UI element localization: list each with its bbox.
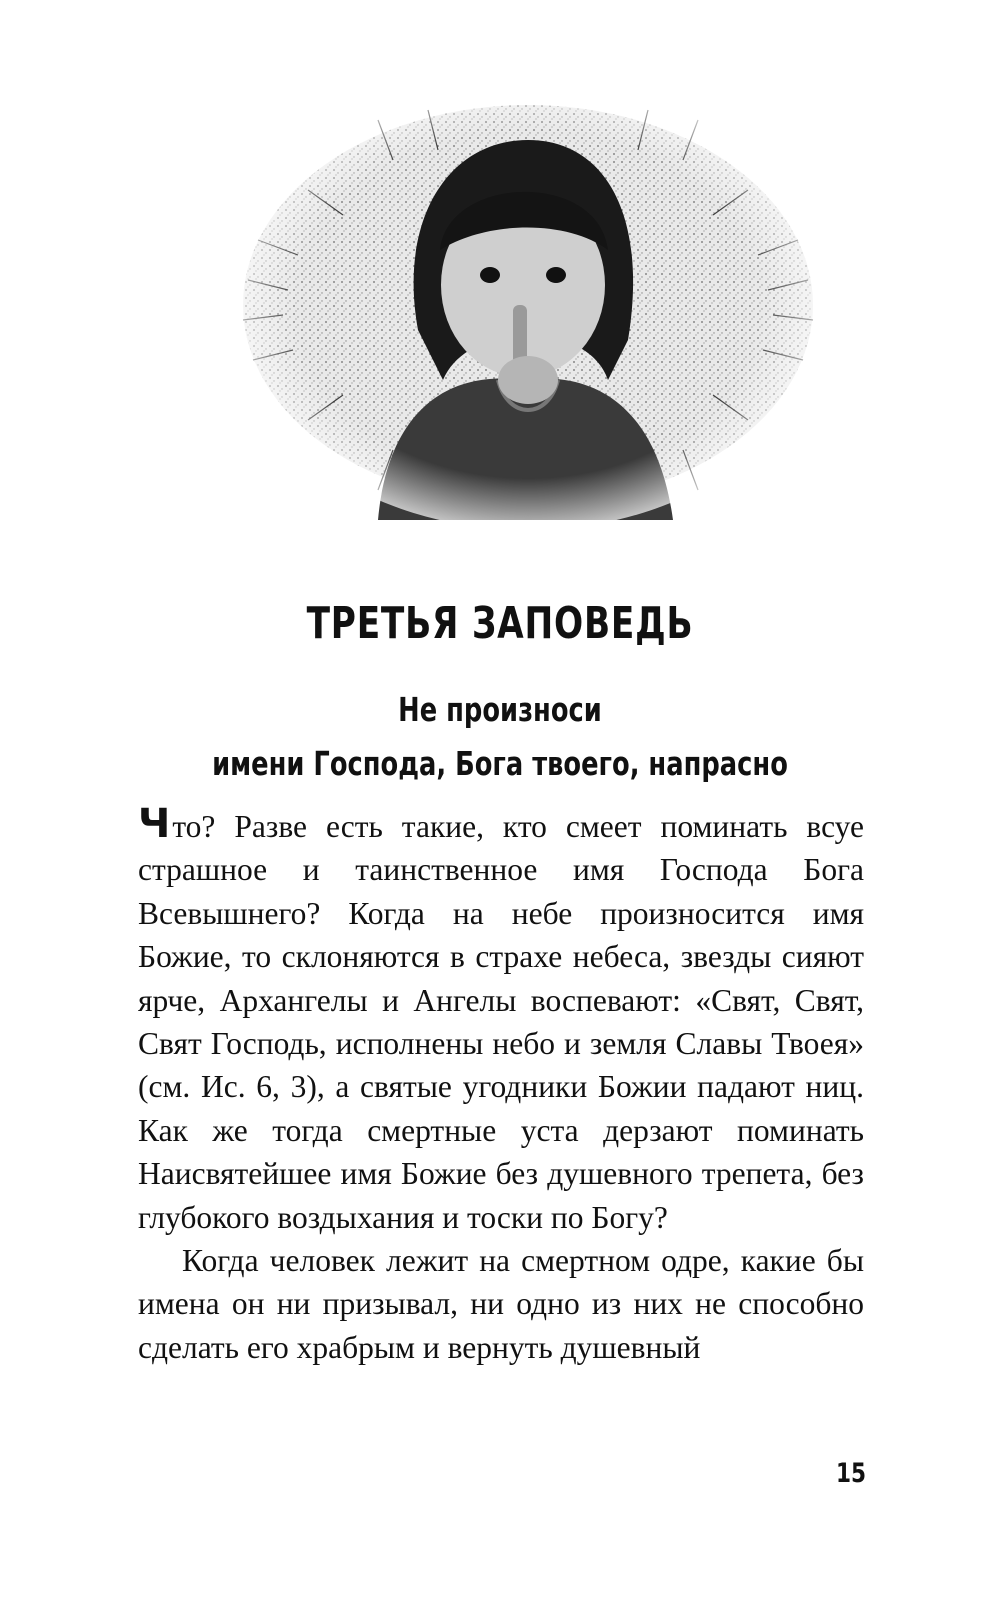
paragraph-2: Когда человек лежит на смертном одре, какие бы имена он ни призывал, ни одно из них не способно сделать его храбрым и вернуть душевный [138, 1243, 864, 1365]
commandment-subtitle-line2: имени Господа, Бога твоего, напрасно [212, 744, 788, 783]
paragraph-1 [138, 801, 864, 1239]
child-silence-illustration-icon [228, 80, 828, 520]
chapter-title: ТРЕТЬЯ ЗАПОВЕДЬ [306, 598, 694, 649]
drop-cap: Ч [138, 801, 171, 847]
body-text [138, 801, 864, 1369]
child-illustration [228, 80, 828, 520]
paragraph-1-text: то? Разве есть такие, кто смеет поминать всуе страшное и таинственное имя Господа Бога Всевышнего? Когда на небе произносится имя Божие, то склоняются в страхе небеса, звезды сияют ярче, Архангелы и Ангелы воспевают: «Свят, Свят, Свят Господь, исполнены небо и земля Славы Твоея» (см. Ис. 6, 3), а святые угодники Божии падают ниц. Как же тогда смертные уста дерзают поминать Наисвятейшее имя Божие без душевного трепета, без глубокого воздыхания и тоски по Богу? [138, 809, 864, 1235]
page-number: 15 [835, 1458, 866, 1489]
commandment-subtitle-line1: Не произноси [398, 690, 602, 729]
